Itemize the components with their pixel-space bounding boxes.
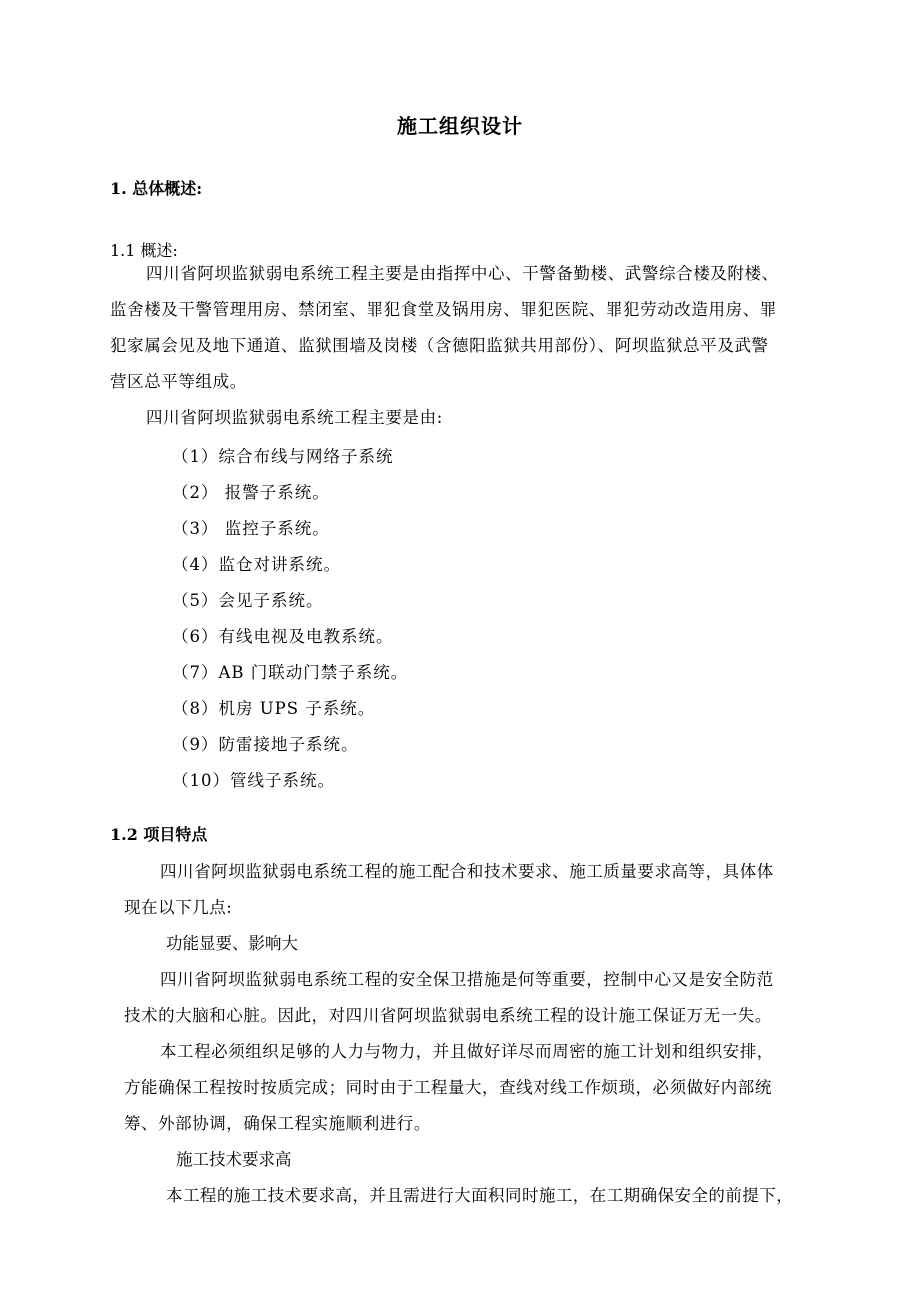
list-item: （6）有线电视及电教系统。	[172, 627, 394, 646]
list-item: （3） 监控子系统。	[172, 519, 330, 538]
paragraph-line: 四川省阿坝监狱弱电系统工程的施工配合和技术要求、施工质量要求高等，具体体	[160, 862, 774, 881]
section-heading-features: 1.2 项目特点	[110, 825, 208, 844]
paragraph-line: 本工程的施工技术要求高，并且需进行大面积同时施工，在工期确保安全的前提下，	[166, 1186, 794, 1205]
paragraph-line: 四川省阿坝监狱弱电系统工程的安全保卫措施是何等重要，控制中心又是安全防范	[160, 970, 774, 989]
point-title: 功能显要、影响大	[166, 934, 298, 953]
list-item: （5）会见子系统。	[172, 591, 324, 610]
list-item: （10）管线子系统。	[172, 771, 335, 790]
paragraph-line: 营区总平等组成。	[110, 372, 247, 391]
subsection-label-overview: 1.1 概述:	[110, 241, 178, 260]
list-item: （2） 报警子系统。	[172, 483, 330, 502]
document-title: 施工组织设计	[397, 114, 523, 138]
paragraph-line: 四川省阿坝监狱弱电系统工程主要是由指挥中心、干警备勤楼、武警综合楼及附楼、	[146, 264, 779, 283]
list-item: （8）机房 UPS 子系统。	[172, 699, 376, 718]
list-item: （7）AB 门联动门禁子系统。	[172, 663, 409, 682]
paragraph-line: 技术的大脑和心脏。因此，对四川省阿坝监狱弱电系统工程的设计施工保证万无一失。	[124, 1006, 772, 1025]
section-heading-overview: 1. 总体概述:	[110, 179, 203, 198]
paragraph-line: 筹、外部协调，确保工程实施顺利进行。	[124, 1114, 431, 1133]
paragraph-line: 方能确保工程按时按质完成；同时由于工程量大，查线对线工作烦琐，必须做好内部统	[124, 1078, 772, 1097]
paragraph-line: 本工程必须组织足够的人力与物力，并且做好详尽而周密的施工计划和组织安排，	[160, 1042, 774, 1061]
paragraph-line: 监舍楼及干警管理用房、禁闭室、罪犯食堂及锅用房、罪犯医院、罪犯劳动改造用房、罪	[110, 300, 777, 319]
paragraph-line: 现在以下几点:	[124, 898, 233, 917]
paragraph-line: 四川省阿坝监狱弱电系统工程主要是由:	[146, 408, 443, 427]
list-item: （1）综合布线与网络子系统	[172, 447, 394, 466]
list-item: （9）防雷接地子系统。	[172, 735, 359, 754]
point-title: 施工技术要求高	[176, 1150, 292, 1169]
list-item: （4）监仓对讲系统。	[172, 555, 341, 574]
paragraph-line: 犯家属会见及地下通道、监狱围墙及岗楼（含德阳监狱共用部份）、阿坝监狱总平及武警	[110, 336, 769, 355]
